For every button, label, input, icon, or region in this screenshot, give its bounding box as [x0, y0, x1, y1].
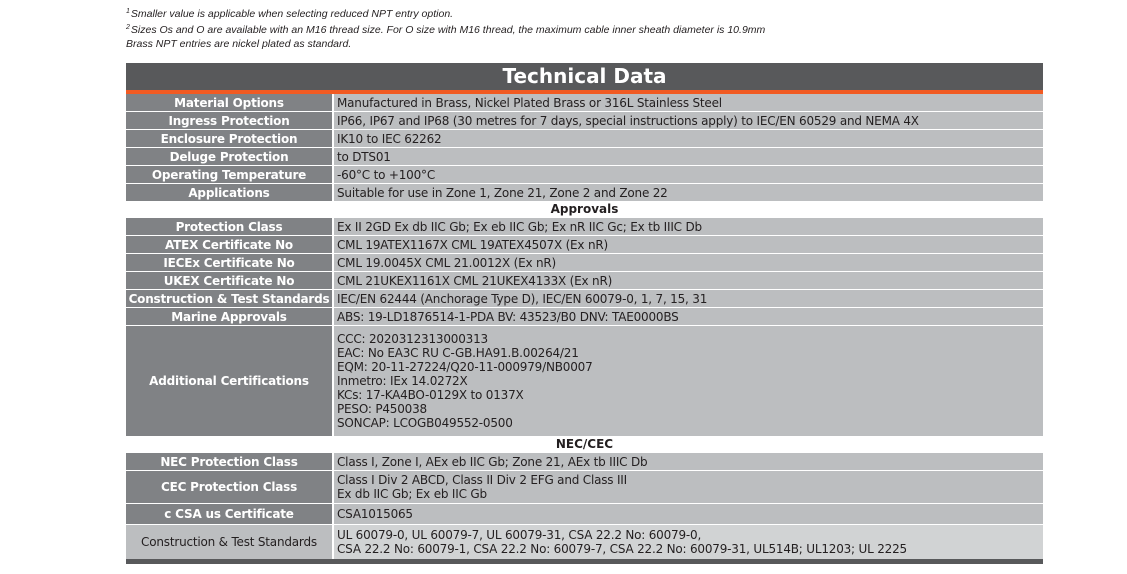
value-line: PESO: P450038 — [337, 402, 427, 416]
footnote-3 — [126, 37, 765, 51]
value-line: CCC: 2020312313000313 — [337, 332, 488, 346]
value-line: to DTS01 — [337, 149, 391, 164]
value-line: CSA 22.2 No: 60079-1, CSA 22.2 No: 60079-7, CSA 22.2 No: 60079-31, UL514B; UL1203; UL 2225 — [337, 542, 907, 556]
row-label: Operating Temperature — [126, 166, 332, 183]
table-row — [126, 94, 1043, 111]
general-section — [126, 94, 1043, 201]
row-label: Protection Class — [126, 218, 332, 235]
row-label: UKEX Certificate No — [126, 272, 332, 289]
row-label: Deluge Protection — [126, 148, 332, 165]
table-row — [126, 218, 1043, 235]
row-value — [332, 94, 1043, 111]
footnote-2 — [126, 21, 765, 37]
row-value — [332, 112, 1043, 129]
value-line: Class I Div 2 ABCD, Class II Div 2 EFG and Class III — [337, 473, 627, 487]
row-label: CEC Protection Class — [126, 471, 332, 503]
row-value — [332, 453, 1043, 470]
table-row — [126, 453, 1043, 470]
footnote-1-text: Smaller value is applicable when selecting reduced NPT entry option. — [130, 8, 454, 20]
row-value — [332, 218, 1043, 235]
row-value — [332, 504, 1043, 524]
row-label: c CSA us Certificate — [126, 504, 332, 524]
value-line: Manufactured in Brass, Nickel Plated Brass or 316L Stainless Steel — [337, 95, 722, 110]
footnotes — [126, 5, 765, 51]
value-line: Ex II 2GD Ex db IIC Gb; Ex eb IIC Gb; Ex nR IIC Gc; Ex tb IIIC Db — [337, 219, 702, 234]
table-row — [126, 235, 1043, 253]
row-label: ATEX Certificate No — [126, 236, 332, 253]
row-value — [332, 236, 1043, 253]
row-label: Marine Approvals — [126, 308, 332, 325]
row-value — [332, 130, 1043, 147]
value-line: CML 19.0045X CML 21.0012X (Ex nR) — [337, 255, 556, 270]
value-line: EQM: 20-11-27224/Q20-11-000979/NB0007 — [337, 360, 593, 374]
table-row — [126, 503, 1043, 524]
value-line: CML 19ATEX1167X CML 19ATEX4507X (Ex nR) — [337, 237, 608, 252]
row-label: Enclosure Protection — [126, 130, 332, 147]
table-row — [126, 325, 1043, 436]
value-line: SONCAP: LCOGB049552-0500 — [337, 416, 513, 430]
value-line: Class I, Zone I, AEx eb IIC Gb; Zone 21, AEx tb IIIC Db — [337, 454, 648, 469]
approvals-heading: Approvals — [126, 201, 1043, 218]
approvals-section — [126, 218, 1043, 436]
value-line: CSA1015065 — [337, 507, 413, 521]
footnote-2-text: Sizes Os and O are available with an M16 thread size. For O size with M16 thread, the maximum cable inner sheath diameter is 10.9mm — [130, 24, 766, 36]
row-label: Applications — [126, 184, 332, 201]
table-row — [126, 524, 1043, 559]
table-row — [126, 129, 1043, 147]
row-label: IECEx Certificate No — [126, 254, 332, 271]
table-row — [126, 289, 1043, 307]
table-row — [126, 147, 1043, 165]
row-label: Ingress Protection — [126, 112, 332, 129]
row-value — [332, 254, 1043, 271]
row-value — [332, 272, 1043, 289]
footnote-3-text: Brass NPT entries are nickel plated as standard. — [126, 38, 352, 50]
table-row — [126, 307, 1043, 325]
row-value — [332, 290, 1043, 307]
value-line: Ex db IIC Gb; Ex eb IIC Gb — [337, 487, 487, 501]
table-title: Technical Data — [126, 63, 1043, 90]
row-label: Additional Certifications — [126, 326, 332, 436]
row-label: NEC Protection Class — [126, 453, 332, 470]
footnote-2-marker: 2 — [126, 24, 130, 31]
value-line: IP66, IP67 and IP68 (30 metres for 7 days, special instructions apply) to IEC/EN 60529 and NEMA 4X — [337, 113, 919, 128]
row-value — [332, 525, 1043, 559]
technical-data-table — [126, 63, 1043, 564]
value-line: CML 21UKEX1161X CML 21UKEX4133X (Ex nR) — [337, 273, 613, 288]
row-value — [332, 308, 1043, 325]
value-line: Suitable for use in Zone 1, Zone 21, Zone 2 and Zone 22 — [337, 185, 668, 200]
value-line: KCs: 17-KA4BO-0129X to 0137X — [337, 388, 524, 402]
footnote-1-marker: 1 — [126, 8, 130, 15]
row-label: Construction & Test Standards — [126, 525, 332, 559]
row-label: Construction & Test Standards — [126, 290, 332, 307]
nec-cec-heading: NEC/CEC — [126, 436, 1043, 453]
value-line: -60°C to +100°C — [337, 167, 435, 182]
table-row — [126, 271, 1043, 289]
table-bottom-border — [126, 559, 1043, 564]
table-row — [126, 183, 1043, 201]
row-value — [332, 184, 1043, 201]
row-value — [332, 471, 1043, 503]
value-line: Inmetro: IEx 14.0272X — [337, 374, 468, 388]
table-row — [126, 165, 1043, 183]
footnote-1 — [126, 5, 765, 21]
value-line: IK10 to IEC 62262 — [337, 131, 442, 146]
table-row — [126, 111, 1043, 129]
table-row — [126, 470, 1043, 503]
value-line: ABS: 19-LD1876514-1-PDA BV: 43523/B0 DNV: TAE0000BS — [337, 309, 679, 324]
value-line: UL 60079-0, UL 60079-7, UL 60079-31, CSA 22.2 No: 60079-0, — [337, 528, 702, 542]
value-line: IEC/EN 62444 (Anchorage Type D), IEC/EN 60079-0, 1, 7, 15, 31 — [337, 291, 708, 306]
nec-cec-section — [126, 453, 1043, 559]
row-value — [332, 148, 1043, 165]
row-value — [332, 326, 1043, 436]
row-value — [332, 166, 1043, 183]
row-label: Material Options — [126, 94, 332, 111]
table-row — [126, 253, 1043, 271]
value-line: EAC: No EA3C RU C-GB.HA91.B.00264/21 — [337, 346, 579, 360]
